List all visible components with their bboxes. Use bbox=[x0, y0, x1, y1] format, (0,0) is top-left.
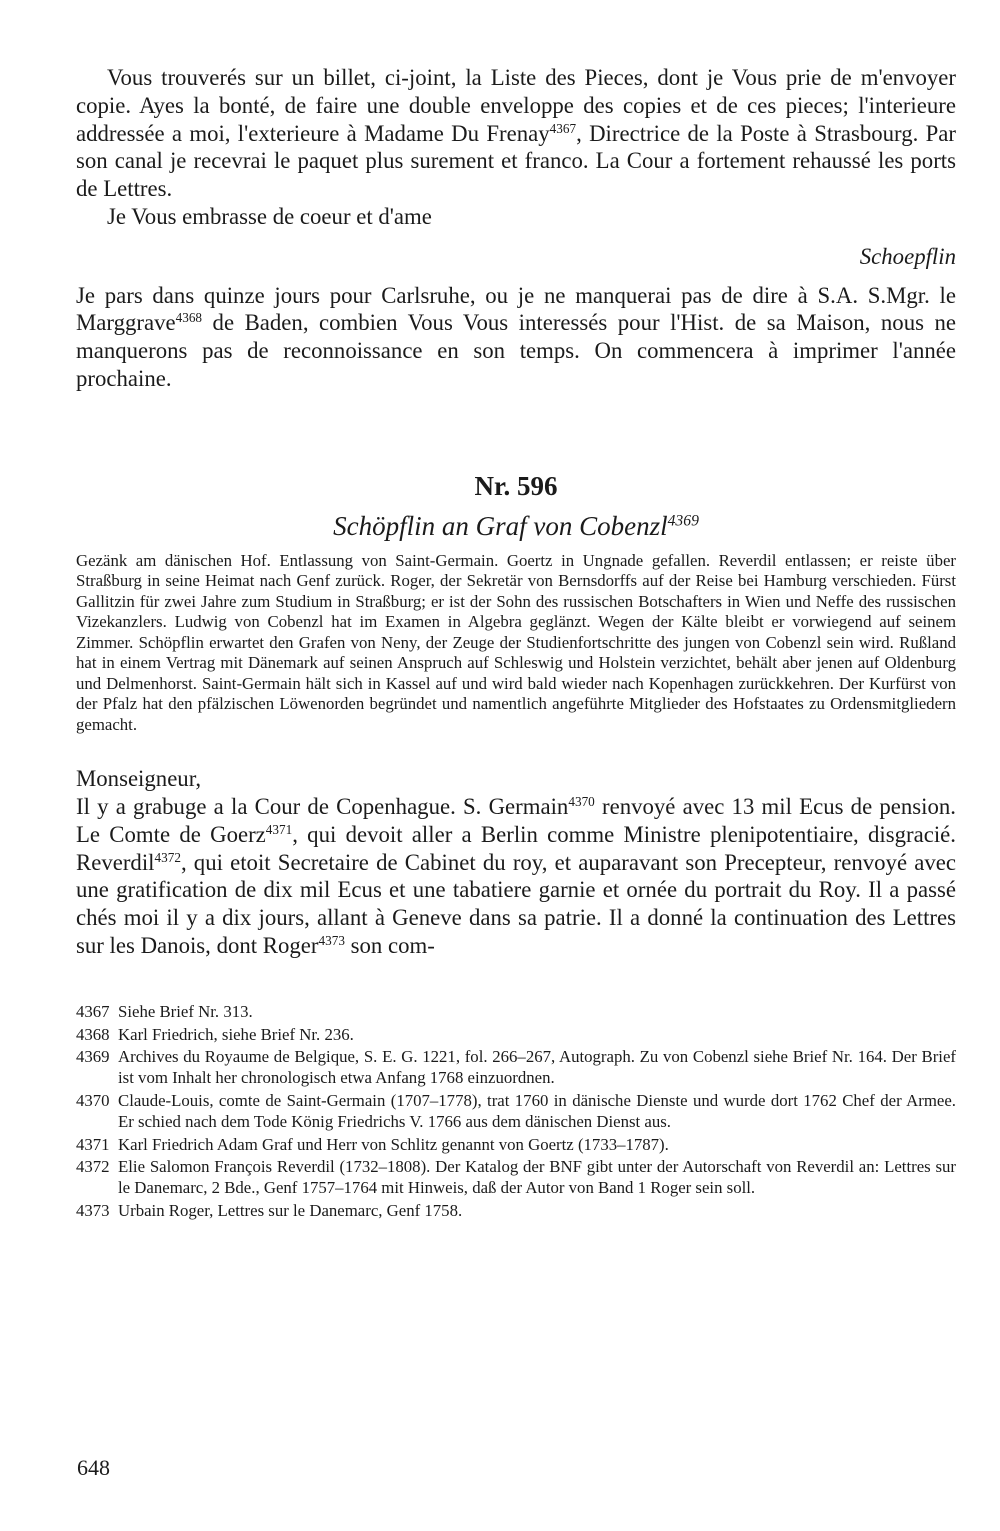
footnote-text: Elie Salomon François Reverdil (1732–1808). Der Katalog der BNF gibt unter der Autorschaft von Reverdil an: Lettres sur le Danemarc, 2 Bde., Genf 1757–1764 mit Hinweis, daß der Autor von Band 1 Roger sein soll. bbox=[118, 1157, 956, 1198]
footnote bbox=[76, 1157, 956, 1199]
footnote-ref[interactable]: 4372 bbox=[154, 849, 181, 865]
footnote-ref[interactable]: 4371 bbox=[265, 821, 293, 837]
footnote-ref[interactable]: 4368 bbox=[175, 310, 203, 326]
footnote-ref[interactable]: 4369 bbox=[667, 512, 699, 530]
text-run: Vous trouverés sur un billet, ci-joint, la Liste des Pieces, dont je Vous prie de m'envoyer copie. Ayes la bonté, de faire une double enveloppe des copies et de ces pieces; l'interieure addressée a moi, l'exterieure à Madame Du Frenay bbox=[76, 65, 956, 146]
signature: Schoepflin bbox=[859, 243, 956, 269]
previous-letter-ending bbox=[76, 64, 956, 393]
footnote-number: 4369 bbox=[76, 1047, 110, 1067]
footnote bbox=[76, 1047, 956, 1089]
footnote bbox=[76, 1025, 956, 1046]
postscript bbox=[76, 282, 956, 393]
page-number: 648 bbox=[77, 1455, 110, 1480]
footnote-ref[interactable]: 4367 bbox=[549, 120, 577, 136]
letter-body bbox=[76, 765, 956, 960]
letter-title bbox=[76, 507, 956, 545]
footnote bbox=[76, 1091, 956, 1133]
footnote-ref[interactable]: 4373 bbox=[318, 932, 345, 948]
text-run: , Directrice de la Poste à Strasbourg. Par son canal je recevrai le paquet plus surement et franco. La Cour a fortement rehaussé les ports de Lettres. bbox=[76, 120, 956, 202]
footnote bbox=[76, 1201, 956, 1222]
footnote-number: 4371 bbox=[76, 1134, 110, 1154]
footnote-text: Urbain Roger, Lettres sur le Danemarc, Genf 1758. bbox=[118, 1201, 463, 1221]
text-run: , qui etoit Secretaire de Cabinet du roy, et auparavant son Precepteur, renvoyé avec une gratification de dix mil Ecus et une tabatiere garnie et ornée du portrait du Roy. Il a passé chés moi il y a dix jours, allant à Geneve dans sa patrie. Il a donné la continuation des Lettres sur les Danois, dont Roger bbox=[76, 849, 956, 959]
text-run: Je pars dans quinze jours pour Carlsruhe, ou je ne manquerai pas de dire à S.A. S.Mgr. le Marggrave bbox=[76, 282, 956, 336]
footnote bbox=[76, 1002, 956, 1023]
text-run: , qui devoit aller a Berlin comme Ministre plenipotentiaire, disgracié. Reverdil bbox=[76, 821, 956, 875]
footnote-number: 4370 bbox=[76, 1091, 110, 1111]
title-text: Schöpflin an Graf von Cobenzl bbox=[333, 510, 668, 541]
page-content bbox=[76, 64, 956, 1224]
footnote-number: 4372 bbox=[76, 1157, 110, 1177]
footnote-text: Archives du Royaume de Belgique, S. E. G. 1221, fol. 266–267, Autograph. Zu von Cobenzl siehe Brief Nr. 164. Der Brief ist vom Inhalt her chronologisch etwa Anfang 1768 einzuordnen. bbox=[118, 1047, 956, 1088]
text-run: de Baden, combien Vous Vous interessés pour l'Hist. de sa Maison, nous ne manquerons pas de reconnoissance en son temps. On commencera à imprimer l'année prochaine. bbox=[76, 310, 956, 391]
salutation: Monseigneur, bbox=[76, 766, 202, 792]
footnote-text: Karl Friedrich, siehe Brief Nr. 236. bbox=[118, 1024, 354, 1044]
closing-line: Je Vous embrasse de coeur et d'ame bbox=[107, 203, 432, 229]
paragraph bbox=[76, 793, 956, 960]
text-run: son com- bbox=[344, 933, 435, 959]
footnote-text: Siehe Brief Nr. 313. bbox=[118, 1001, 253, 1021]
footnote bbox=[76, 1135, 956, 1156]
footnote-ref[interactable]: 4370 bbox=[568, 793, 595, 809]
text-run: renvoyé avec 13 mil Ecus de pension. Le Comte de Goerz bbox=[76, 794, 957, 847]
footnote-text: Karl Friedrich Adam Graf und Herr von Schlitz genannt von Goertz (1733–1787). bbox=[118, 1134, 669, 1154]
letter-heading bbox=[76, 469, 956, 545]
paragraph bbox=[76, 64, 956, 203]
letter-number: Nr. 596 bbox=[474, 470, 558, 501]
footnote-number: 4368 bbox=[76, 1024, 110, 1044]
footnote-number: 4367 bbox=[76, 1001, 110, 1021]
footnote-number: 4373 bbox=[76, 1201, 110, 1221]
footnote-text: Claude-Louis, comte de Saint-Germain (1707–1778), trat 1760 in dänische Dienste und wurde dort 1762 Chef der Armee. Er schied nach dem Tode König Friedrichs V. 1766 aus dem dänischen Dienst aus. bbox=[118, 1091, 956, 1131]
letter-summary: Gezänk am dänischen Hof. Entlassung von Saint-Germain. Goertz in Ungnade gefallen. Reverdil entlassen; er reiste über Straßburg in seine Heimat nach Genf zurück. Roger, der Sekretär von Bernsdorffs auf der Reise bei Hamburg verschieden. Fürst Gallitzin für zwei Jahre zum Studium in Straßburg; er ist der Sohn des russischen Botschafters in Wien und Neffe des russischen Vizekanzlers. Ludwig von Cobenzl hat im Examen in Algebra geglänzt. Wegen der Kälte bleibt er vorwiegend auf seinem Zimmer. Schöpflin erwartet den Grafen von Neny, der Zeuge der Studienfortschritte des jungen von Cobenzl sein wird. Rußland hat in einem Vertrag mit Dänemark auf seinen Anspruch auf Schleswig und Holstein verzichtet, behält aber jenen auf Oldenburg und Delmenhorst. Saint-Germain hält sich in Kassel auf und wird bald wieder nach Kopenhagen zurückkehren. Der Kurfürst von der Pfalz hat den pfälzischen Löwenorden begründet und namentlich angeführte Mitglieder des Hofstaates zu Ordensmitgliedern gemacht. bbox=[76, 550, 956, 734]
text-run: Il y a grabuge a la Cour de Copenhague. S. Germain bbox=[76, 794, 569, 820]
footnotes bbox=[76, 1002, 956, 1222]
